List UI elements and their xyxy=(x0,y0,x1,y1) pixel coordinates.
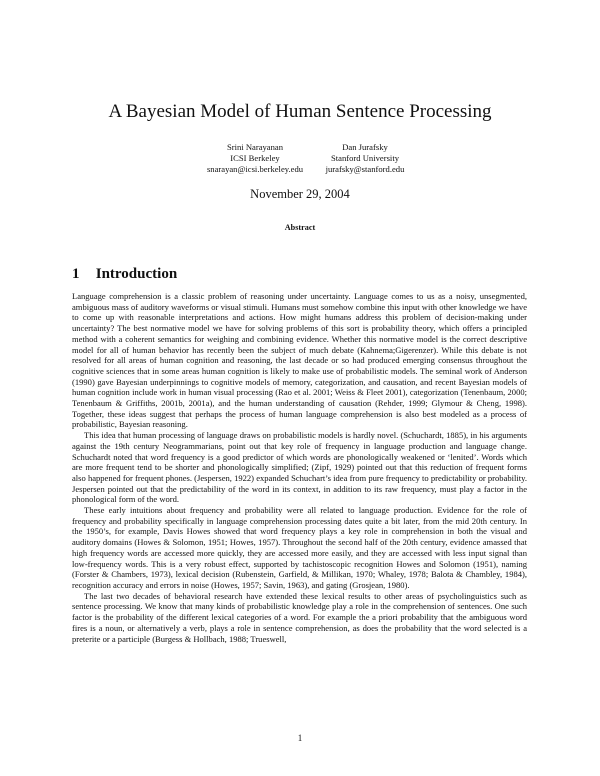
paper-title: A Bayesian Model of Human Sentence Processing xyxy=(108,101,492,122)
author-block-2 xyxy=(300,142,430,175)
body-text xyxy=(72,291,527,644)
section-number: 1 xyxy=(72,266,80,282)
author-email: snarayan@icsi.berkeley.edu xyxy=(206,164,304,174)
paragraph: These early intuitions about frequency and probability were all related to language production. Evidence for the role of frequency and probability specifically in language comprehension processing dates quite a bit later, from the mid 20th century. In the 1950’s, for example, Davis Howes showed that word frequency plays a key role in comprehension in both the visual and auditory domains (Howes & Solomon, 1951; Howes, 1957). Throughout the second half of the 20th century, evidence amassed that high frequency words are accessed more quickly, they are accessed more easily, and they are accessed with less input signal than low-frequency words. This is a very robust effect, supported by tachistoscopic recognition Howes and Solomon (1951), naming (Forster & Chambers, 1973), lexical decision (Rubenstein, Garfield, & Millikan, 1970; Whaley, 1978; Balota & Chambley, 1984), recognition accuracy and errors in noise (Howes, 1957; Savin, 1963), and gating (Grosjean, 1980). xyxy=(72,505,527,590)
abstract-heading: Abstract xyxy=(284,223,316,232)
section-title: Introduction xyxy=(95,266,178,282)
paper-date: November 29, 2004 xyxy=(250,187,350,201)
section-heading xyxy=(72,264,177,284)
author-name: Dan Jurafsky xyxy=(342,142,388,152)
paragraph: This idea that human processing of language draws on probabilistic models is hardly novel. (Schuchardt, 1885), in his arguments against the 19th century Neogrammarians, point out that key role of frequency in language production and language change. Schuchardt noted that word frequency is a good predictor of which words are phonologically weakened or ‘lenited’. Words which are more frequent tend to be shorter and phonologically simplified; (Zipf, 1929) pointed out that this reduction of frequent forms also happened for frequent phones. (Jespersen, 1922) expanded Schuchart’s idea from pure frequency to predictability or probability. Jespersen pointed out that the predictability of the word in its context, in addition to its raw frequency, must play a factor in the phonological form of the word. xyxy=(72,430,527,505)
paragraph: The last two decades of behavioral research have extended these lexical results to other areas of psycholinguistics such as sentence processing. We know that many kinds of probabilistic knowledge play a role in the comprehension of sentences. One such factor is the probability of the different lexical categories of a word. For example the a priori probability that the ambiguous word fires is a noun, or alternatively a verb, plays a role in sentence comprehension, as does the probability that the word selected is a preterite or a participle (Burgess & Hollbach, 1988; Trueswell, xyxy=(72,590,527,644)
author-affiliation: ICSI Berkeley xyxy=(230,153,280,163)
page-number: 1 xyxy=(297,733,303,743)
author-affiliation: Stanford University xyxy=(330,153,400,163)
author-email: jurafsky@stanford.edu xyxy=(325,164,405,174)
author-name: Srini Narayanan xyxy=(226,142,284,152)
paragraph: Language comprehension is a classic problem of reasoning under uncertainty. Language comes to us as a noisy, unsegmented, ambiguous mass of auditory waveforms or visual stimuli. Humans must somehow combine this input with other knowledge we have to come up with reasonable interpretations and actions. How might humans address this problem of decision-making under uncertainty? The best normative model we have for solving problems of this sort is probability theory, which offers a principled method with a coherent semantics for weighing and combining evidence. Whether this normative model is the correct descriptive model for all of human behavior has recently been the subject of much debate (Kahnema;Gigerenzer). While this debate is not resolved for all areas of human cognition and reasoning, the last decade or so had produced emerging consensus throughout the cognitive sciences that in some areas human cognition is likely to make use of probabilistic models. The seminal work of Anderson (1990) gave Bayesian underpinnings to cognitive models of memory, categorization, and causation, and recent Bayesian models of human cognition include work in human visual processing (Rao et al. 2001; Weiss & Fleet 2001), categorization (Tenenbaum, 2000; Tenenbaum & Griffiths, 2001b, 2001a), and the human understanding of causation (Rehder, 1999; Glymour & Cheng, 1998). Together, these ideas suggest that perhaps the process of human language comprehension is also best modeled as a process of probabilistic, Bayesian reasoning. xyxy=(72,291,527,430)
